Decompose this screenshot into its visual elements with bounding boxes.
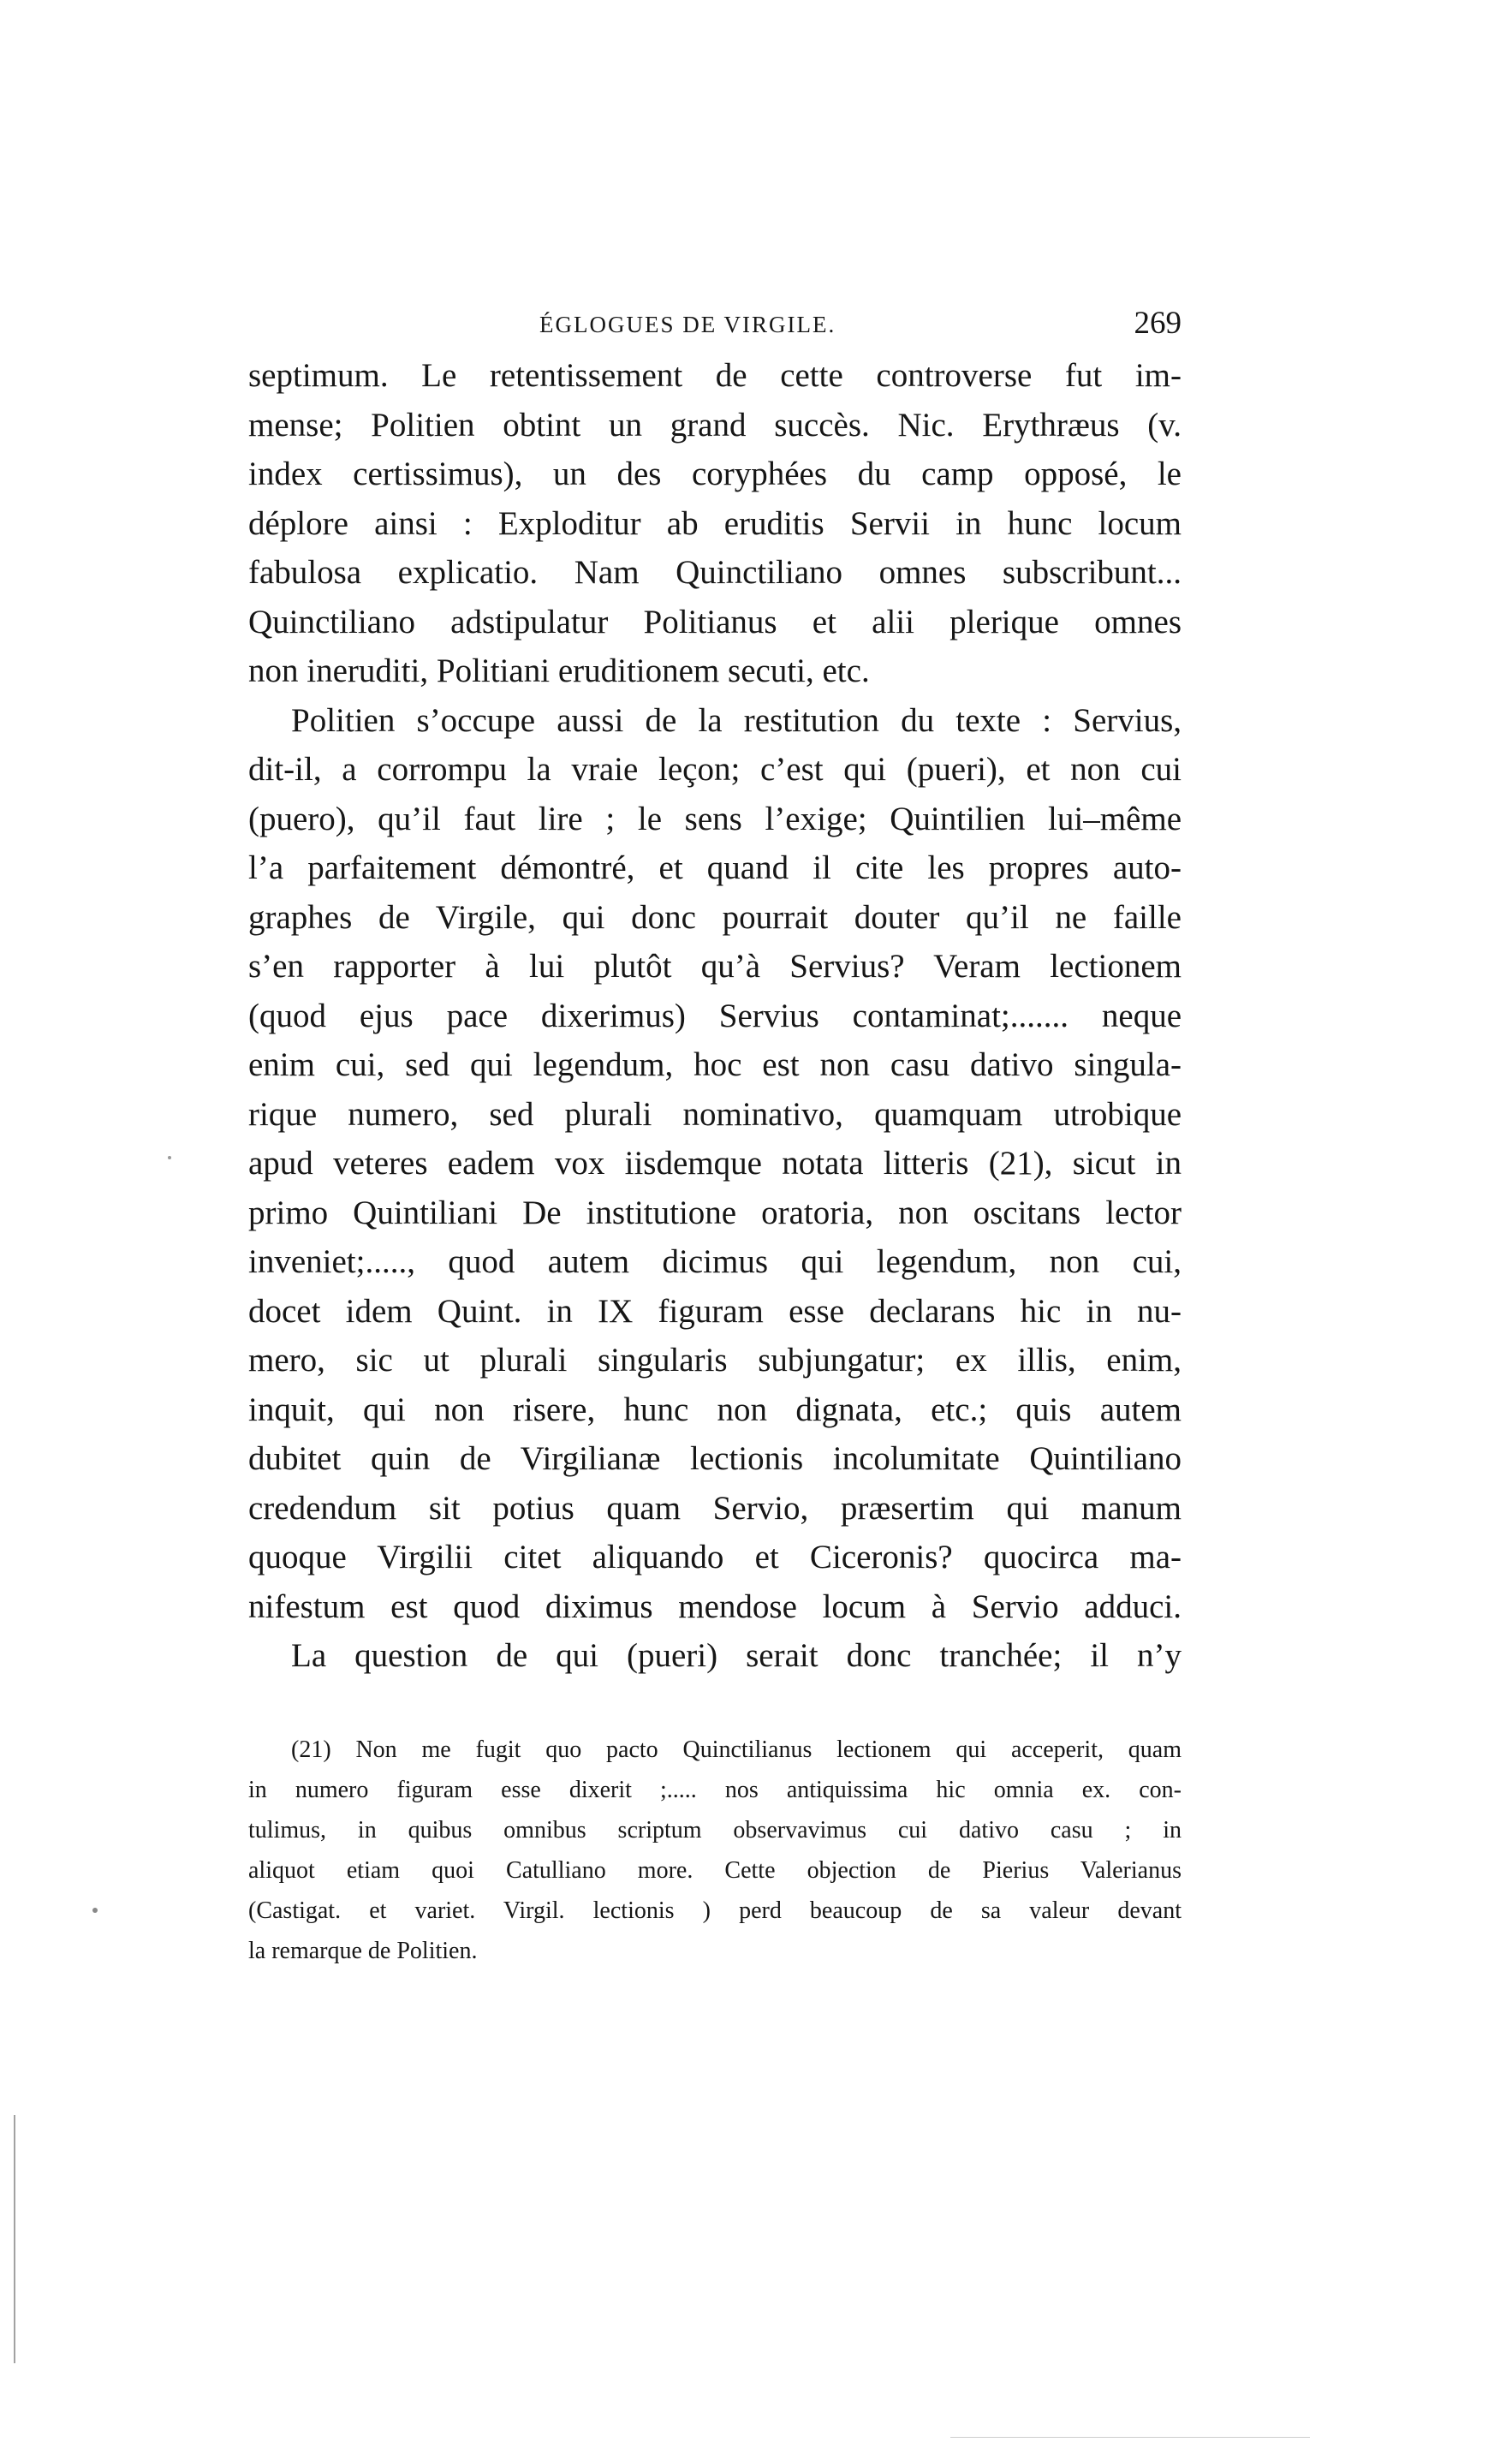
text-line: mense; Politien obtint un grand succès. Nic. Erythræus (v. — [248, 406, 1182, 444]
scan-artifact — [14, 2115, 15, 2363]
text-line: dit-il, a corrompu la vraie leçon; c’est qui (pueri), et non cui — [248, 751, 1182, 788]
text-line: non ineruditi, Politiani eruditionem secuti, etc. — [248, 652, 870, 689]
text-line: inquit, qui non risere, hunc non dignata, etc.; quis autem — [248, 1391, 1182, 1428]
text-line: inveniet;....., quod autem dicimus qui legendum, non cui, — [248, 1243, 1182, 1280]
footnote-line: (Castigat. et variet. Virgil. lectionis ) perd beaucoup de sa valeur devant — [248, 1897, 1182, 1924]
text-line: Quinctiliano adstipulatur Politianus et alii plerique omnes — [248, 603, 1182, 640]
text-line: rique numero, sed plurali nominativo, quamquam utrobique — [248, 1095, 1182, 1133]
footnote-line: in numero figuram esse dixerit ;..... nos antiquissima hic omnia ex. con- — [248, 1777, 1182, 1803]
text-line: dubitet quin de Virgilianæ lectionis incolumitate Quintiliano — [248, 1440, 1182, 1477]
text-line: enim cui, sed qui legendum, hoc est non casu dativo singula- — [248, 1046, 1182, 1083]
body-text — [248, 351, 1182, 1681]
page-number: 269 — [1134, 306, 1182, 341]
text-line: quoque Virgilii citet aliquando et Ciceronis? quocirca ma- — [248, 1539, 1182, 1575]
footnote-line: (21) Non me fugit quo pacto Quinctilianus lectionem qui acceperit, quam — [291, 1736, 1182, 1763]
running-title: ÉGLOGUES DE VIRGILE. — [539, 312, 836, 337]
text-line: credendum sit potius quam Servio, præsertim qui manum — [248, 1489, 1182, 1527]
text-line: (quod ejus pace dixerimus) Servius contaminat;....... neque — [248, 997, 1182, 1034]
footnote-line: la remarque de Politien. — [248, 1938, 478, 1964]
scan-artifact — [168, 1156, 171, 1159]
text-line: docet idem Quint. in IX figuram esse declarans hic in nu- — [248, 1292, 1182, 1330]
footnote-line: tulimus, in quibus omnibus scriptum observavimus cui dativo casu ; in — [248, 1817, 1182, 1843]
text-line: mero, sic ut plurali singularis subjungatur; ex illis, enim, — [248, 1342, 1182, 1379]
text-line: nifestum est quod diximus mendose locum à Servio adduci. — [248, 1587, 1182, 1625]
text-line: apud veteres eadem vox iisdemque notata litteris (21), sicut in — [248, 1145, 1182, 1182]
running-head — [248, 305, 1182, 348]
text-line: La question de qui (pueri) serait donc tranchée; il n’y — [291, 1637, 1182, 1674]
text-line: septimum. Le retentissement de cette controverse fut im- — [248, 357, 1182, 394]
text-line: graphes de Virgile, qui donc pourrait douter qu’il ne faille — [248, 898, 1182, 936]
text-line: index certissimus), un des coryphées du camp opposé, le — [248, 456, 1182, 492]
scan-artifact — [92, 1908, 98, 1913]
text-line: fabulosa explicatio. Nam Quinctiliano omnes subscribunt... — [248, 554, 1182, 591]
text-line: s’en rapporter à lui plutôt qu’à Servius? Veram lectionem — [248, 948, 1182, 985]
text-line: l’a parfaitement démontré, et quand il cite les propres auto- — [248, 849, 1182, 886]
text-line: Politien s’occupe aussi de la restitution du texte : Servius, — [291, 701, 1182, 739]
text-line: (puero), qu’il faut lire ; le sens l’exige; Quintilien lui–même — [248, 800, 1182, 837]
text-line: primo Quintiliani De institutione oratoria, non oscitans lector — [248, 1194, 1182, 1231]
scan-artifact — [950, 2437, 1310, 2438]
footnotes — [248, 1730, 1182, 1971]
footnote-line: aliquot etiam quoi Catulliano more. Cette objection de Pierius Valerianus — [248, 1857, 1182, 1884]
text-line: déplore ainsi : Exploditur ab eruditis Servii in hunc locum — [248, 504, 1182, 542]
